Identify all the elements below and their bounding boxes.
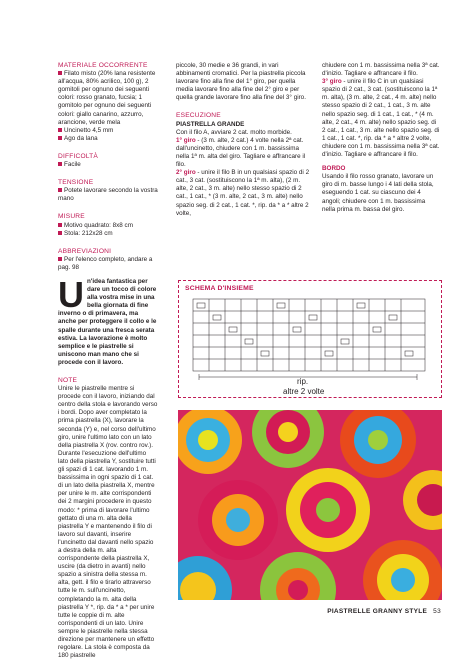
bullet-square-icon xyxy=(58,257,62,261)
rip-label: rip. xyxy=(297,377,309,386)
page-number: 53 xyxy=(433,608,441,615)
drop-cap: U xyxy=(58,273,84,315)
schema-box xyxy=(178,280,442,398)
bullet-square-icon xyxy=(58,71,62,75)
bullet-square-icon xyxy=(58,231,62,235)
round-2: 2° giro - unire il filo B in un qualsiasi spazio di 2 cat., 3 cat. (sostituiscono la 1ª m. alta), (2 m. alte, 2 cat., 3 m. alte) nello stesso spazio di 2 cat., 1 cat., * (3 m. alte, 2 cat., 3 m. alte) nello spazio seg. di 2 cat., 1 cat. *, rip. da * a * altre 2 volte, xyxy=(176,169,310,217)
page-footer xyxy=(327,608,441,615)
bullet-square-icon xyxy=(58,128,62,132)
materials-item: Ago da lana xyxy=(58,135,158,143)
paragraph: piccole, 30 medie e 36 grandi, in vari abbinamenti cromatici. Per la piastrella piccola lavorare fino alla fine del 1° giro, per quella media lavorare fino alla fine del 2° giro e per quella grande lavorare fino alla fine del 3° giro. xyxy=(176,62,306,102)
tension-title: TENSIONE xyxy=(58,179,94,187)
abbreviations-value: Per l'elenco completo, andare a pag. 98 xyxy=(58,255,153,271)
crochet-granny-squares-image xyxy=(178,410,442,600)
note-title: NOTE xyxy=(58,377,78,384)
bullet-square-icon xyxy=(58,136,62,140)
schema-title: SCHEMA D'INSIEME xyxy=(185,285,254,292)
execution-title: ESECUZIONE xyxy=(176,112,221,120)
footer-section-title: PIASTRELLE GRANNY STYLE xyxy=(327,608,428,615)
bullet-square-icon xyxy=(58,162,62,166)
sizes-item: Stola: 212x28 cm xyxy=(58,230,158,238)
intro-paragraph: Un'idea fantastica per dare un tocco di colore alla vostra mise in una bella giornata di fine inverno o di primavera, ma anche per proteggere il collo e le spalle durante una fresca serata estiva. La lavorazione è molto semplice e le piastrelle si uniscono man mano che si procede con il lavoro. xyxy=(58,273,157,366)
border-text: Usando il filo rosso granato, lavorare un giro di m. basse lungo i 4 lati della stola, eseguendo 1 cat. su ciascuno dei 4 angoli; chiudere con 1 m. bassissima nella prima m. bassa del giro. xyxy=(322,173,434,213)
left-column xyxy=(58,62,158,660)
paragraph: chiudere con 1 m. bassissima nella 3ª cat. d'inizio. Tagliare e affrancare il filo. xyxy=(322,62,440,78)
materials-title: MATERIALE OCCORRENTE xyxy=(58,62,148,69)
execution-intro: Con il filo A, avviare 2 cat. molto morbide. xyxy=(176,128,292,136)
note-text: Unire le piastrelle mentre si procede con il lavoro, iniziando dal centro della stola e lavorando verso i bordi. Dopo aver completato la prima piastrella (X), lavorare la seconda (Y) e, nel corso dell'ultimo giro, unire l'ultimo lato con un lato della piastrella X (rov. contro rov.). Durante l'esecuzione dell'ultimo lato della piastrella Y, sostituire tutti gli spazi di 1 cat. lavorando 1 m. bassissima in ogni spazio di 1 cat. di un lato della piastrella X, mentre per unire le m. alte corrispondenti dei 2 margini procedere in questo modo: * prima di lavorare l'ultimo gettato di una m. alta della piastrella Y e mantenendo il filo di lavoro sul davanti, inserire l'uncinetto dal davanti nello spazio a destra della m. alta corrispondente della piastrella X, uscire (da dietro in avanti) nello spazio a sinistra della stessa m. alta, gett. il filo e tirarlo attraverso tutte le m. sull'uncinetto, completando la m. alta della piastrella Y *, rip. da * a * per unire tutte le coppie di m. alte corrispondenti di un lato. Unire sempre le piastrelle nella stessa direzione per mantenere un effetto regolare. La stola è composta da 180 piastrelle xyxy=(58,385,158,660)
tension-value: Potete lavorare secondo la vostra mano xyxy=(58,187,158,203)
border-title: BORDO xyxy=(322,165,346,173)
sizes-title: MISURE xyxy=(58,213,85,221)
crochet-photo xyxy=(178,410,442,600)
abbreviations-title: ABBREVIAZIONI xyxy=(58,247,112,255)
rip-count: altre 2 volte xyxy=(283,387,325,396)
middle-column xyxy=(176,62,312,218)
round-1: 1° giro - (3 m. alte, 2 cat.) 4 volte nella 2ª cat. dall'uncinetto, chiudere con 1 m. bassissima nella 1ª m. alta del giro. Tagliare e affrancare il filo. xyxy=(176,136,306,169)
right-column xyxy=(322,62,440,214)
sizes-item: Motivo quadrato: 8x8 cm xyxy=(58,222,158,230)
bullet-square-icon xyxy=(58,223,62,227)
round-3: 3° giro - unire il filo C in un qualsiasi spazio di 2 cat., 3 cat. (sostituiscono la 1ª m. alta), (3 m. alte, 2 cat., 4 m. alte) nello stesso spazio di 2 cat., 1 cat., 3 m. alte nello spazio seg. di 1 cat., 1 cat., * (4 m. alte, 2 cat., 4 m. alte) nello spazio seg. di 2 cat., 1 cat., 3 m. alte nello spazio seg. di 1 cat., 1 cat. *, rip. da * a * altre 2 volte, chiudere con 1 m. bassissima nella 3ª cat. d'inizio. Tagliare e affrancare il filo. xyxy=(322,78,440,159)
materials-item: Filato misto (20% lana resistente all'acqua, 80% acrilico, 100 g), 2 gomitoli per ognuno dei seguenti colori: rosso granato, fucsia; 1 gomitolo per ognuno dei seguenti colori: giallo canarino, azzurro, arancione, verde mela xyxy=(58,70,156,126)
execution-subtitle: PIASTRELLA GRANDE xyxy=(176,120,245,128)
schema-grid-diagram xyxy=(179,281,441,397)
materials-item: Uncinetto 4,5 mm xyxy=(58,127,158,135)
difficulty-title: DIFFICOLTÀ xyxy=(58,152,98,160)
bullet-square-icon xyxy=(58,188,62,192)
difficulty-value: Facile xyxy=(58,161,158,169)
